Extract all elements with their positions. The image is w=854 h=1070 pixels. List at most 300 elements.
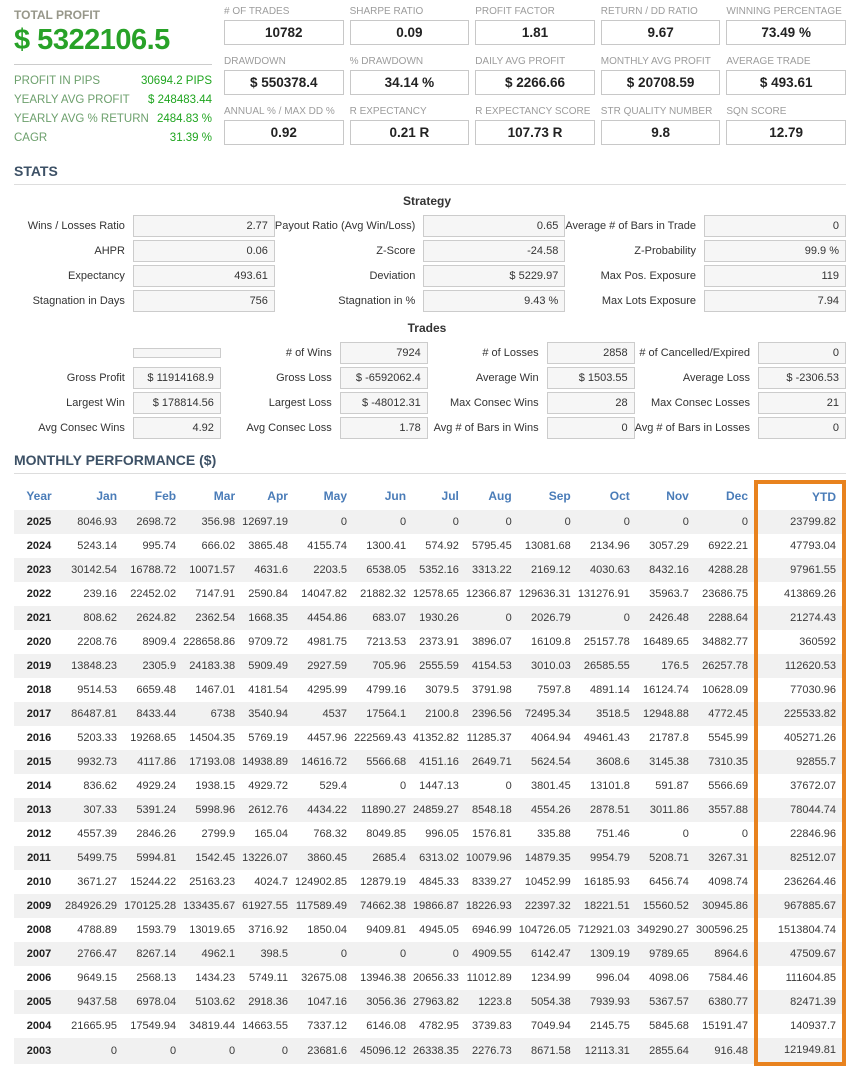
- month-cell: 0: [169, 1045, 177, 1057]
- column-header-jul: Jul: [441, 489, 459, 503]
- metric-monthly-avg-profit: [601, 56, 721, 95]
- month-cell: 16109.8: [531, 636, 571, 648]
- year-cell: 2005: [26, 996, 52, 1008]
- monthly-row-2008: [14, 918, 844, 942]
- month-cell: 16489.65: [642, 636, 689, 648]
- month-cell: 170125.28: [124, 900, 177, 912]
- stat-label: Gross Profit: [66, 372, 125, 384]
- stat-label: Max Consec Losses: [650, 397, 750, 409]
- ytd-cell: 1513804.74: [756, 918, 844, 942]
- stat-value: $ -2306.53: [758, 367, 846, 389]
- month-cell: 2649.71: [471, 756, 512, 768]
- month-cell: 23681.6: [307, 1045, 348, 1057]
- year-cell: 2014: [26, 780, 52, 792]
- month-cell: 2276.73: [471, 1045, 512, 1057]
- stat-label: # of Cancelled/Expired: [639, 347, 750, 359]
- month-cell: 2555.59: [419, 660, 459, 672]
- month-cell: 9932.73: [77, 756, 118, 768]
- summary-row-value: 2484.83 %: [157, 113, 212, 125]
- month-cell: 284926.29: [65, 900, 118, 912]
- month-cell: 2426.48: [649, 612, 689, 624]
- month-cell: 25163.23: [189, 876, 236, 888]
- month-cell: 3011.86: [649, 804, 689, 816]
- ytd-cell: 82512.07: [756, 846, 844, 870]
- month-cell: 165.04: [254, 828, 288, 840]
- summary-row-label: YEARLY AVG % RETURN: [14, 113, 149, 125]
- stat-label: Largest Win: [66, 397, 125, 409]
- month-cell: 2685.4: [372, 852, 407, 864]
- month-cell: 86487.81: [71, 708, 118, 720]
- summary-row-value: 30694.2 PIPS: [141, 75, 212, 87]
- metric-annual-max-dd: [224, 106, 344, 145]
- stat-pair-average-loss: [635, 367, 846, 389]
- month-cell: 2590.84: [248, 588, 288, 600]
- summary-row-yearly-avg-return: [14, 110, 212, 129]
- monthly-header-row: [14, 482, 844, 510]
- monthly-row-2019: [14, 654, 844, 678]
- month-cell: 8909.4: [142, 636, 177, 648]
- month-cell: 21787.8: [649, 732, 689, 744]
- stat-value: 21: [758, 392, 846, 414]
- month-cell: 0: [281, 1045, 288, 1057]
- month-cell: 916.48: [714, 1045, 748, 1057]
- month-cell: 3865.48: [248, 540, 288, 552]
- stat-value: $ 11914168.9: [133, 367, 221, 389]
- month-cell: 3313.22: [471, 564, 512, 576]
- month-cell: 996.05: [425, 828, 459, 840]
- month-cell: 4772.45: [708, 708, 748, 720]
- stat-pair-of-wins: [221, 342, 428, 364]
- month-cell: 3010.03: [531, 660, 571, 672]
- month-cell: 4288.28: [708, 564, 748, 576]
- ytd-cell: 111604.85: [756, 966, 844, 990]
- month-cell: 17193.08: [189, 756, 236, 768]
- month-cell: 5998.96: [195, 804, 236, 816]
- monthly-row-2005: [14, 990, 844, 1014]
- metric-str-quality-number: [601, 106, 721, 145]
- metric-sqn-score: [726, 106, 846, 145]
- month-cell: 45096.12: [360, 1045, 407, 1057]
- column-header-feb: Feb: [154, 489, 177, 503]
- month-cell: 176.5: [661, 660, 689, 672]
- column-header-oct: Oct: [609, 489, 630, 503]
- month-cell: 17549.94: [130, 1020, 177, 1032]
- month-cell: 2100.8: [425, 708, 459, 720]
- month-cell: 2568.13: [136, 972, 177, 984]
- ytd-cell: 21274.43: [756, 606, 844, 630]
- month-cell: 5391.24: [136, 804, 177, 816]
- month-cell: 14616.72: [301, 756, 348, 768]
- stat-label: Payout Ratio (Avg Win/Loss): [274, 220, 416, 232]
- stat-pair-stagnation-in-days: [14, 290, 275, 312]
- metric-value: 73.49 %: [726, 20, 846, 45]
- year-cell: 2012: [26, 828, 52, 840]
- month-cell: 13946.38: [360, 972, 407, 984]
- month-cell: 349290.27: [636, 924, 689, 936]
- stat-value: -24.58: [423, 240, 565, 262]
- month-cell: 0: [229, 1045, 236, 1057]
- month-cell: 2362.54: [195, 612, 236, 624]
- metric-label: AVERAGE TRADE: [726, 56, 811, 67]
- month-cell: 8339.27: [471, 876, 512, 888]
- month-cell: 1223.8: [478, 996, 512, 1008]
- month-cell: 5749.11: [249, 972, 288, 984]
- summary-row-profit-in-pips: [14, 72, 212, 91]
- stat-label: Average Win: [475, 372, 539, 384]
- month-cell: 4457.96: [307, 732, 348, 744]
- month-cell: 11012.89: [466, 972, 512, 984]
- month-cell: 5103.62: [195, 996, 236, 1008]
- stat-value: 119: [704, 265, 846, 287]
- trades-caption: Trades: [407, 321, 447, 335]
- month-cell: 6978.04: [136, 996, 177, 1008]
- monthly-row-2010: [14, 870, 844, 894]
- stat-pair-largest-loss: [221, 392, 428, 414]
- year-cell: 2008: [26, 924, 52, 936]
- month-cell: 5208.71: [649, 852, 689, 864]
- metric-label: % DRAWDOWN: [349, 56, 424, 67]
- column-header-jun: Jun: [384, 489, 407, 503]
- month-cell: 0: [399, 780, 407, 792]
- year-cell: 2004: [26, 1020, 52, 1032]
- stat-value: 7.94: [704, 290, 846, 312]
- month-cell: 13101.8: [590, 780, 630, 792]
- ytd-cell: 360592: [756, 630, 844, 654]
- metric-return-dd-ratio: [601, 6, 721, 45]
- month-cell: 11890.27: [360, 804, 407, 816]
- month-cell: 4098.06: [649, 972, 689, 984]
- month-cell: 117589.49: [295, 900, 348, 912]
- stat-value: 756: [133, 290, 275, 312]
- ytd-cell: 82471.39: [756, 990, 844, 1014]
- month-cell: 683.07: [372, 612, 407, 624]
- month-cell: 5545.99: [708, 732, 748, 744]
- month-cell: 4631.6: [254, 564, 288, 576]
- year-cell: 2016: [26, 732, 52, 744]
- stat-pair-max-consec-losses: [635, 392, 846, 414]
- month-cell: 0: [505, 780, 512, 792]
- month-cell: 0: [340, 948, 348, 960]
- metric-value: $ 2266.66: [475, 70, 595, 95]
- month-cell: 7310.35: [708, 756, 748, 768]
- month-cell: 1930.26: [419, 612, 459, 624]
- metric-drawdown: [350, 56, 470, 95]
- month-cell: 16124.74: [642, 684, 689, 696]
- year-cell: 2007: [26, 948, 52, 960]
- stat-value: $ -48012.31: [340, 392, 428, 414]
- month-cell: 4181.54: [248, 684, 288, 696]
- month-cell: 133435.67: [183, 900, 236, 912]
- metric-drawdown: [224, 56, 344, 95]
- month-cell: 15560.52: [642, 900, 689, 912]
- stat-value: 1.78: [340, 417, 428, 439]
- month-cell: 11285.37: [466, 732, 512, 744]
- stat-pair-z-score: [275, 240, 565, 262]
- total-profit-panel: [14, 6, 212, 148]
- month-cell: 5499.75: [77, 852, 118, 864]
- month-cell: 4557.39: [77, 828, 118, 840]
- month-cell: 3801.45: [531, 780, 571, 792]
- month-cell: 7597.8: [537, 684, 571, 696]
- month-cell: 2878.51: [590, 804, 630, 816]
- month-cell: 3739.83: [471, 1020, 512, 1032]
- month-cell: 4782.95: [419, 1020, 459, 1032]
- month-cell: 2305.9: [142, 660, 177, 672]
- month-cell: 0: [452, 516, 459, 528]
- stat-value: 28: [547, 392, 635, 414]
- metric-label: SQN SCORE: [726, 106, 787, 117]
- column-header-aug: Aug: [488, 489, 512, 503]
- month-cell: 27963.82: [413, 996, 459, 1008]
- month-cell: 8548.18: [471, 804, 512, 816]
- month-cell: 808.62: [83, 612, 118, 624]
- ytd-cell: 225533.82: [756, 702, 844, 726]
- stat-pair-z-probability: [565, 240, 846, 262]
- month-cell: 2134.96: [590, 540, 630, 552]
- year-cell: 2023: [26, 564, 52, 576]
- ytd-cell: 78044.74: [756, 798, 844, 822]
- ytd-cell: 140937.7: [756, 1014, 844, 1038]
- month-cell: 7049.94: [531, 1020, 571, 1032]
- month-cell: 0: [505, 516, 512, 528]
- stat-label: Wins / Losses Ratio: [27, 220, 125, 232]
- metric-value: $ 550378.4: [224, 70, 344, 95]
- month-cell: 32675.08: [301, 972, 348, 984]
- month-cell: 34819.44: [189, 1020, 236, 1032]
- month-cell: 8049.85: [366, 828, 407, 840]
- month-cell: 9954.79: [590, 852, 630, 864]
- month-cell: 5845.68: [649, 1020, 689, 1032]
- month-cell: 4295.99: [307, 684, 348, 696]
- column-header-sep: Sep: [548, 489, 571, 503]
- month-cell: 4155.74: [307, 540, 348, 552]
- ytd-cell: 37672.07: [756, 774, 844, 798]
- month-cell: 712921.03: [577, 924, 630, 936]
- year-cell: 2024: [26, 540, 52, 552]
- year-cell: 2021: [26, 612, 52, 624]
- month-cell: 1542.45: [195, 852, 236, 864]
- month-cell: 61927.55: [242, 900, 288, 912]
- metric-label: R EXPECTANCY: [349, 106, 427, 117]
- month-cell: 0: [340, 516, 348, 528]
- month-cell: 4945.05: [419, 924, 459, 936]
- month-cell: 21882.32: [360, 588, 407, 600]
- stat-pair-deviation: [275, 265, 565, 287]
- stat-label: AHPR: [94, 245, 125, 257]
- month-cell: 9709.72: [248, 636, 288, 648]
- month-cell: 14047.82: [301, 588, 348, 600]
- trades-stats-grid: [14, 342, 846, 439]
- month-cell: 41352.82: [413, 732, 459, 744]
- month-cell: 72495.34: [524, 708, 571, 720]
- month-cell: 307.33: [83, 804, 118, 816]
- month-cell: 2855.64: [649, 1045, 689, 1057]
- stat-value: 2.77: [133, 215, 275, 237]
- month-cell: 4064.94: [531, 732, 571, 744]
- month-cell: 3791.98: [471, 684, 512, 696]
- month-cell: 12578.65: [413, 588, 459, 600]
- metric-winning-percentage: [726, 6, 846, 45]
- monthly-row-2007: [14, 942, 844, 966]
- metric-r-expectancy: [350, 106, 470, 145]
- metric-sharpe-ratio: [350, 6, 470, 45]
- month-cell: 19866.87: [413, 900, 459, 912]
- stat-value: 493.61: [133, 265, 275, 287]
- year-cell: 2011: [27, 852, 51, 864]
- column-header-year: Year: [26, 489, 52, 503]
- month-cell: 6456.74: [649, 876, 689, 888]
- month-cell: 591.87: [655, 780, 689, 792]
- month-cell: 6313.02: [419, 852, 459, 864]
- month-cell: 1938.15: [195, 780, 236, 792]
- month-cell: 2766.47: [77, 948, 118, 960]
- month-cell: 131276.91: [577, 588, 630, 600]
- month-cell: 1309.19: [590, 948, 630, 960]
- ytd-cell: 967885.67: [756, 894, 844, 918]
- month-cell: 14879.35: [524, 852, 571, 864]
- month-cell: 26338.35: [413, 1045, 459, 1057]
- metric-label: RETURN / DD RATIO: [600, 6, 698, 17]
- stat-label: Avg # of Bars in Losses: [634, 422, 750, 434]
- total-profit-value: $ 5322106.5: [14, 22, 212, 65]
- metric-label: STR QUALITY NUMBER: [600, 106, 713, 117]
- month-cell: 16788.72: [130, 564, 177, 576]
- month-cell: 4537: [322, 708, 348, 720]
- month-cell: 2612.76: [248, 804, 288, 816]
- month-cell: 14663.55: [242, 1020, 288, 1032]
- summary-row-value: 31.39 %: [169, 132, 212, 144]
- monthly-row-2009: [14, 894, 844, 918]
- metric-value: 9.67: [601, 20, 721, 45]
- stat-pair-blank: [14, 342, 221, 364]
- month-cell: 0: [452, 948, 459, 960]
- stat-label: Max Pos. Exposure: [600, 270, 696, 282]
- stat-label: Average Loss: [682, 372, 750, 384]
- month-cell: 1850.04: [307, 924, 348, 936]
- metric-value: $ 20708.59: [601, 70, 721, 95]
- month-cell: 4909.55: [471, 948, 512, 960]
- stat-value: 0.65: [423, 215, 565, 237]
- stat-pair-payout-ratio-avg-win-loss: [275, 215, 565, 237]
- month-cell: 8267.14: [136, 948, 177, 960]
- stat-pair-max-consec-wins: [428, 392, 635, 414]
- month-cell: 2169.12: [531, 564, 571, 576]
- month-cell: 995.74: [142, 540, 177, 552]
- month-cell: 5203.33: [77, 732, 118, 744]
- monthly-row-2003: [14, 1038, 844, 1064]
- stat-pair-avg-of-bars-in-wins: [428, 417, 635, 439]
- metric-label: WINNING PERCENTAGE: [726, 6, 842, 17]
- stat-pair-largest-win: [14, 392, 221, 414]
- month-cell: 3057.29: [649, 540, 689, 552]
- column-header-ytd: YTD: [756, 482, 844, 510]
- summary-row-label: PROFIT IN PIPS: [14, 75, 101, 87]
- month-cell: 2203.5: [313, 564, 348, 576]
- stat-pair-avg-of-bars-in-losses: [635, 417, 846, 439]
- year-cell: 2022: [26, 588, 52, 600]
- ytd-cell: 77030.96: [756, 678, 844, 702]
- month-cell: 8433.44: [136, 708, 177, 720]
- month-cell: 5367.57: [649, 996, 689, 1008]
- month-cell: 1047.16: [307, 996, 348, 1008]
- month-cell: 22452.02: [130, 588, 177, 600]
- year-cell: 2010: [26, 876, 52, 888]
- month-cell: 228658.86: [183, 636, 236, 648]
- month-cell: 23686.75: [702, 588, 748, 600]
- column-header-nov: Nov: [666, 489, 689, 503]
- metric-value: 34.14 %: [350, 70, 470, 95]
- month-cell: 8964.6: [714, 948, 748, 960]
- stats-section: [0, 163, 854, 439]
- metric-average-trade: [726, 56, 846, 95]
- month-cell: 4962.1: [201, 948, 236, 960]
- month-cell: 3608.6: [596, 756, 630, 768]
- metric-label: SHARPE RATIO: [349, 6, 424, 17]
- stat-pair-max-lots-exposure: [565, 290, 846, 312]
- ytd-cell: 22846.96: [756, 822, 844, 846]
- month-cell: 0: [399, 516, 407, 528]
- month-cell: 1434.23: [195, 972, 236, 984]
- month-cell: 666.02: [201, 540, 236, 552]
- stat-label: Largest Loss: [268, 397, 332, 409]
- month-cell: 6538.05: [366, 564, 407, 576]
- month-cell: 705.96: [372, 660, 407, 672]
- month-cell: 12879.19: [360, 876, 407, 888]
- month-cell: 4098.74: [708, 876, 748, 888]
- stat-value: [133, 348, 221, 358]
- month-cell: 3540.94: [248, 708, 288, 720]
- stat-value: 4.92: [133, 417, 221, 439]
- metric-value: 0.92: [224, 120, 344, 145]
- month-cell: 0: [110, 1045, 118, 1057]
- monthly-row-2017: [14, 702, 844, 726]
- month-cell: 239.16: [83, 588, 118, 600]
- stat-label: Gross Loss: [276, 372, 332, 384]
- month-cell: 21665.95: [71, 1020, 118, 1032]
- month-cell: 0: [564, 516, 571, 528]
- metric-r-expectancy-score: [475, 106, 595, 145]
- year-cell: 2018: [26, 684, 52, 696]
- month-cell: 8671.58: [531, 1045, 571, 1057]
- stat-pair-gross-profit: [14, 367, 221, 389]
- month-cell: 7213.53: [366, 636, 407, 648]
- month-cell: 9789.65: [649, 948, 689, 960]
- ytd-cell: 413869.26: [756, 582, 844, 606]
- month-cell: 574.92: [425, 540, 459, 552]
- month-cell: 25157.78: [583, 636, 630, 648]
- stat-pair-avg-consec-wins: [14, 417, 221, 439]
- monthly-row-2004: [14, 1014, 844, 1038]
- month-cell: 7337.12: [307, 1020, 348, 1032]
- ytd-cell: 47509.67: [756, 942, 844, 966]
- month-cell: 5795.45: [471, 540, 512, 552]
- stat-value: 99.9 %: [704, 240, 846, 262]
- year-cell: 2017: [26, 708, 52, 720]
- monthly-row-2006: [14, 966, 844, 990]
- month-cell: 15191.47: [702, 1020, 748, 1032]
- metric-label: R EXPECTANCY SCORE: [475, 106, 591, 117]
- month-cell: 4154.53: [471, 660, 512, 672]
- metric-value: 1.81: [475, 20, 595, 45]
- stat-pair-of-cancelled-expired: [635, 342, 846, 364]
- month-cell: 356.98: [201, 516, 236, 528]
- month-cell: 129636.31: [518, 588, 571, 600]
- month-cell: 18221.51: [583, 900, 630, 912]
- month-cell: 22397.32: [524, 900, 571, 912]
- stat-label: Average # of Bars in Trade: [565, 220, 696, 232]
- metric-value: 0.09: [350, 20, 470, 45]
- month-cell: 3079.5: [425, 684, 459, 696]
